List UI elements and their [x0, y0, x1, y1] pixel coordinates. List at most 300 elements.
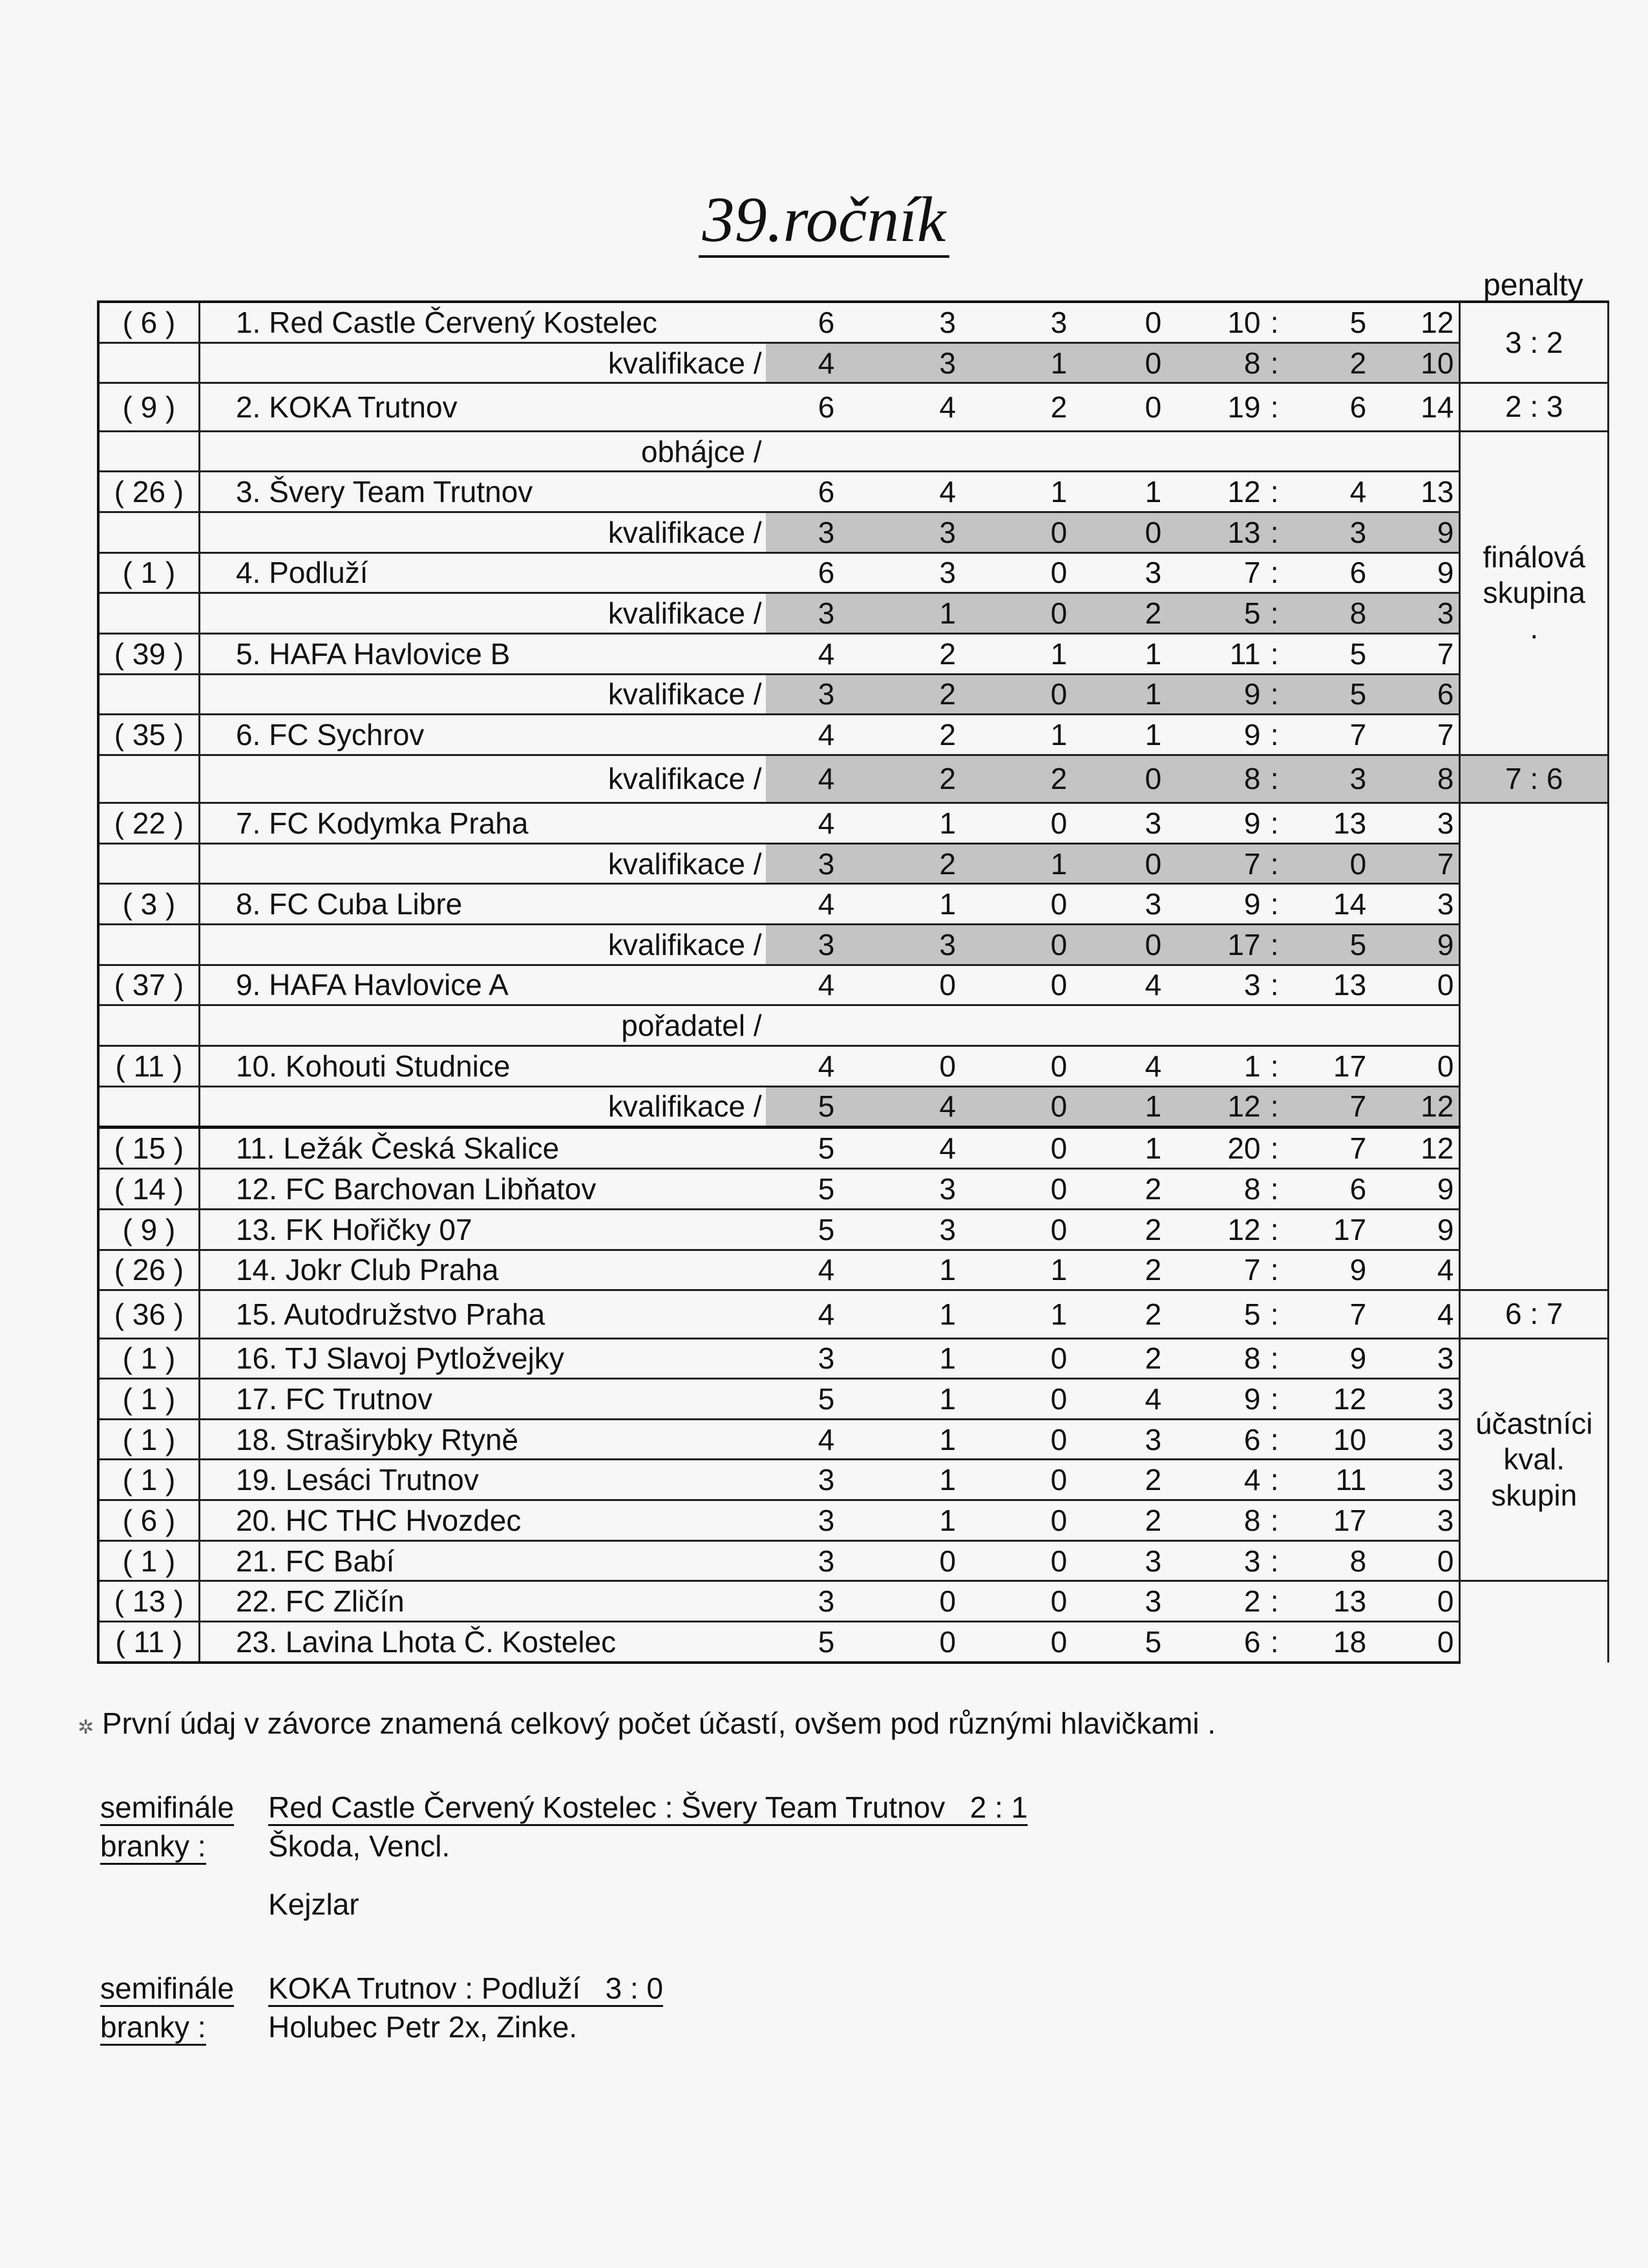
penalty-note-2 [1460, 383, 1609, 431]
goals-separator: : [1264, 1338, 1284, 1379]
draws: 0 [1008, 1621, 1109, 1663]
qualification-row [98, 1086, 1609, 1128]
wins: 4 [887, 472, 1008, 512]
matches: 3 [766, 593, 887, 634]
team-name: 21. FC Babí [199, 1540, 765, 1581]
table-row [98, 472, 1609, 512]
matches: 3 [766, 1460, 887, 1500]
wins: 1 [887, 803, 1008, 844]
draws: 0 [1008, 925, 1109, 965]
qualification-label: kvalifikace / [199, 674, 765, 715]
matches: 4 [766, 965, 887, 1005]
goals-separator: : [1264, 843, 1284, 884]
note-empty [1460, 803, 1609, 1290]
draws: 0 [1008, 1209, 1109, 1250]
prior-empty [98, 755, 199, 803]
goals-separator: : [1264, 342, 1284, 383]
prior-participations: ( 1 ) [98, 552, 199, 593]
draws: 2 [1008, 755, 1109, 803]
goals-for: 6 [1197, 1419, 1264, 1460]
goals-separator: : [1264, 552, 1284, 593]
points: 0 [1386, 1045, 1460, 1086]
goals-separator: : [1264, 1250, 1284, 1290]
empty-stats [766, 1005, 1460, 1046]
qual-groups-note-line: účastníci [1475, 1407, 1593, 1441]
team-name: 11. Ležák Česká Skalice [199, 1128, 765, 1169]
draws: 0 [1008, 552, 1109, 593]
goals-against: 11 [1285, 1460, 1386, 1500]
finals-group-note-line: skupina [1483, 576, 1585, 610]
goals-for: 2 [1197, 1581, 1264, 1622]
team-name: 2. KOKA Trutnov [199, 383, 765, 431]
goals-for: 9 [1197, 803, 1264, 844]
points: 7 [1386, 633, 1460, 674]
points: 4 [1386, 1250, 1460, 1290]
team-name: 12. FC Barchovan Libňatov [199, 1169, 765, 1210]
team-name: 7. FC Kodymka Praha [199, 803, 765, 844]
wins: 1 [887, 1290, 1008, 1338]
empty-stats [766, 431, 1460, 472]
qualification-row [98, 342, 1609, 383]
prior-participations: ( 6 ) [98, 1500, 199, 1541]
losses: 2 [1110, 1500, 1198, 1541]
prior-participations: ( 15 ) [98, 1128, 199, 1169]
matches: 4 [766, 1250, 887, 1290]
prior-participations: ( 9 ) [98, 1209, 199, 1250]
goals-separator: : [1264, 925, 1284, 965]
prior-participations: ( 14 ) [98, 1169, 199, 1210]
goals-against: 7 [1285, 1290, 1386, 1338]
goals-for: 4 [1197, 1460, 1264, 1500]
table-row [98, 1419, 1609, 1460]
goals-against: 3 [1285, 755, 1386, 803]
prior-participations: ( 37 ) [98, 965, 199, 1005]
qualification-label: kvalifikace / [199, 512, 765, 553]
team-name: 9. HAFA Havlovice A [199, 965, 765, 1005]
points: 3 [1386, 1379, 1460, 1420]
goals-for: 8 [1197, 755, 1264, 803]
matches: 3 [766, 1540, 887, 1581]
goals-against: 13 [1285, 803, 1386, 844]
table-row [98, 1581, 1609, 1622]
goals-separator: : [1264, 1290, 1284, 1338]
wins: 1 [887, 1338, 1008, 1379]
team-name: 5. HAFA Havlovice B [199, 633, 765, 674]
matches: 4 [766, 715, 887, 755]
note-empty-end [1460, 1581, 1609, 1663]
matches: 3 [766, 1338, 887, 1379]
goals-against: 17 [1285, 1209, 1386, 1250]
draws: 0 [1008, 1419, 1109, 1460]
standings-table [97, 300, 1609, 1664]
points: 7 [1386, 715, 1460, 755]
goals-separator: : [1264, 674, 1284, 715]
draws: 0 [1008, 1540, 1109, 1581]
team-name: 14. Jokr Club Praha [199, 1250, 765, 1290]
prior-participations: ( 3 ) [98, 884, 199, 925]
matches: 5 [766, 1621, 887, 1663]
wins: 4 [887, 1086, 1008, 1128]
goals-for: 5 [1197, 1290, 1264, 1338]
matches: 6 [766, 472, 887, 512]
semifinal-1-match: Red Castle Červený Kostelec : Švery Team Trutnov 2 : 1 [268, 1790, 1028, 1825]
points: 12 [1386, 1086, 1460, 1128]
losses: 0 [1110, 755, 1198, 803]
matches: 6 [766, 302, 887, 342]
table-row [98, 1250, 1609, 1290]
wins: 3 [887, 342, 1008, 383]
goals-separator: : [1264, 633, 1284, 674]
team-name: 20. HC THC Hvozdec [199, 1500, 765, 1541]
wins: 1 [887, 884, 1008, 925]
prior-participations: ( 22 ) [98, 803, 199, 844]
goals-against: 6 [1285, 383, 1386, 431]
prior-empty [98, 843, 199, 884]
penalty-note-3 [1460, 755, 1609, 803]
bullet-icon: ✲ [78, 1717, 94, 1738]
draws: 0 [1008, 593, 1109, 634]
losses: 4 [1110, 965, 1198, 1005]
losses: 3 [1110, 884, 1198, 925]
qualification-row [98, 755, 1609, 803]
goals-for: 11 [1197, 633, 1264, 674]
wins: 1 [887, 1500, 1008, 1541]
prior-participations: ( 9 ) [98, 383, 199, 431]
goals-for: 17 [1197, 925, 1264, 965]
team-name: 3. Švery Team Trutnov [199, 472, 765, 512]
table-row [98, 1128, 1609, 1169]
matches: 5 [766, 1169, 887, 1210]
goals-for: 7 [1197, 843, 1264, 884]
prior-participations: ( 1 ) [98, 1460, 199, 1500]
points: 13 [1386, 472, 1460, 512]
losses: 2 [1110, 1290, 1198, 1338]
goals-separator: : [1264, 383, 1284, 431]
goals-against: 5 [1285, 925, 1386, 965]
team-name: 18. Straširybky Rtyně [199, 1419, 765, 1460]
goals-against: 8 [1285, 593, 1386, 634]
table-row [98, 1045, 1609, 1086]
team-name: 6. FC Sychrov [199, 715, 765, 755]
goals-for: 7 [1197, 552, 1264, 593]
losses: 1 [1110, 633, 1198, 674]
goals-for: 6 [1197, 1621, 1264, 1663]
goals-against: 13 [1285, 965, 1386, 1005]
table-row [98, 965, 1609, 1005]
wins: 3 [887, 512, 1008, 553]
prior-empty [98, 1086, 199, 1128]
goals-separator: : [1264, 1169, 1284, 1210]
goals-separator: : [1264, 1460, 1284, 1500]
prior-empty [98, 512, 199, 553]
points: 3 [1386, 593, 1460, 634]
points: 0 [1386, 965, 1460, 1005]
matches: 5 [766, 1379, 887, 1420]
qualification-row [98, 843, 1609, 884]
goals-separator: : [1264, 715, 1284, 755]
semifinal-2-match: KOKA Trutnov : Podluží 3 : 0 [268, 1971, 663, 2006]
goals-against: 13 [1285, 1581, 1386, 1622]
matches: 4 [766, 1045, 887, 1086]
prior-empty [98, 342, 199, 383]
goals-for: 12 [1197, 1086, 1264, 1128]
wins: 2 [887, 715, 1008, 755]
team-name: 8. FC Cuba Libre [199, 884, 765, 925]
prior-empty [98, 925, 199, 965]
matches: 4 [766, 803, 887, 844]
table-row [98, 1290, 1609, 1338]
goals-for: 9 [1197, 884, 1264, 925]
goals-against: 5 [1285, 302, 1386, 342]
wins: 2 [887, 843, 1008, 884]
draws: 1 [1008, 1290, 1109, 1338]
matches: 6 [766, 383, 887, 431]
table-row [98, 552, 1609, 593]
losses: 2 [1110, 1169, 1198, 1210]
losses: 4 [1110, 1379, 1198, 1420]
goals-separator: : [1264, 803, 1284, 844]
losses: 0 [1110, 383, 1198, 431]
draws: 3 [1008, 302, 1109, 342]
goals-for: 8 [1197, 342, 1264, 383]
prior-participations: ( 6 ) [98, 302, 199, 342]
points: 0 [1386, 1581, 1460, 1622]
goals-against: 10 [1285, 1419, 1386, 1460]
table-row [98, 1209, 1609, 1250]
goals-for: 8 [1197, 1169, 1264, 1210]
points: 7 [1386, 843, 1460, 884]
team-name: 15. Autodružstvo Praha [199, 1290, 765, 1338]
team-name: 17. FC Trutnov [199, 1379, 765, 1420]
wins: 3 [887, 925, 1008, 965]
semifinal-1-scorers-extra: Kejzlar [268, 1887, 359, 1921]
matches: 4 [766, 1419, 887, 1460]
penalty-note-2-line: 2 : 3 [1505, 390, 1563, 424]
draws: 1 [1008, 342, 1109, 383]
table-row [98, 884, 1609, 925]
goals-against: 6 [1285, 552, 1386, 593]
matches: 3 [766, 1581, 887, 1622]
wins: 0 [887, 1621, 1008, 1663]
prior-participations: ( 1 ) [98, 1540, 199, 1581]
goals-against: 8 [1285, 1540, 1386, 1581]
table-row [98, 1379, 1609, 1420]
points: 0 [1386, 1621, 1460, 1663]
prior-empty [98, 674, 199, 715]
goals-against: 4 [1285, 472, 1386, 512]
goals-against: 7 [1285, 1128, 1386, 1169]
goals-separator: : [1264, 965, 1284, 1005]
losses: 2 [1110, 1209, 1198, 1250]
semifinal-1-scorers-label: branky : [100, 1829, 206, 1864]
goals-against: 7 [1285, 1086, 1386, 1128]
page-title: 39.ročník [0, 181, 1648, 258]
draws: 0 [1008, 1500, 1109, 1541]
matches: 3 [766, 925, 887, 965]
draws: 0 [1008, 1169, 1109, 1210]
team-name: 13. FK Hořičky 07 [199, 1209, 765, 1250]
goals-against: 0 [1285, 843, 1386, 884]
qualification-row [98, 925, 1609, 965]
team-name: 23. Lavina Lhota Č. Kostelec [199, 1621, 765, 1663]
matches: 3 [766, 843, 887, 884]
draws: 0 [1008, 884, 1109, 925]
goals-separator: : [1264, 1581, 1284, 1622]
losses: 3 [1110, 1540, 1198, 1581]
goals-against: 7 [1285, 715, 1386, 755]
losses: 3 [1110, 1581, 1198, 1622]
wins: 3 [887, 552, 1008, 593]
draws: 0 [1008, 1379, 1109, 1420]
wins: 3 [887, 1209, 1008, 1250]
goals-against: 17 [1285, 1500, 1386, 1541]
points: 3 [1386, 803, 1460, 844]
matches: 5 [766, 1209, 887, 1250]
table-row [98, 633, 1609, 674]
losses: 2 [1110, 1338, 1198, 1379]
goals-for: 20 [1197, 1128, 1264, 1169]
goals-against: 6 [1285, 1169, 1386, 1210]
points: 4 [1386, 1290, 1460, 1338]
table-row [98, 1460, 1609, 1500]
draws: 2 [1008, 383, 1109, 431]
goals-separator: : [1264, 1128, 1284, 1169]
footnote-text: První údaj v závorce znamená celkový počet účastí, ovšem pod různými hlavičkami . [101, 1706, 1216, 1740]
goals-separator: : [1264, 1209, 1284, 1250]
penalty-note-4 [1460, 1290, 1609, 1338]
finals-group-note [1460, 431, 1609, 755]
goals-separator: : [1264, 1621, 1284, 1663]
losses: 0 [1110, 302, 1198, 342]
row-label: pořadatel / [199, 1005, 765, 1046]
label-row [98, 1005, 1609, 1046]
qualification-row [98, 674, 1609, 715]
prior-participations: ( 26 ) [98, 472, 199, 512]
draws: 1 [1008, 715, 1109, 755]
points: 3 [1386, 1338, 1460, 1379]
qualification-label: kvalifikace / [199, 593, 765, 634]
points: 9 [1386, 552, 1460, 593]
losses: 0 [1110, 925, 1198, 965]
qualification-row [98, 593, 1609, 634]
goals-against: 5 [1285, 674, 1386, 715]
draws: 0 [1008, 965, 1109, 1005]
wins: 1 [887, 593, 1008, 634]
wins: 0 [887, 1540, 1008, 1581]
table-row [98, 302, 1609, 342]
team-name: 22. FC Zličín [199, 1581, 765, 1622]
points: 12 [1386, 1128, 1460, 1169]
penalty-note-1-line: 3 : 2 [1505, 325, 1563, 359]
goals-against: 14 [1285, 884, 1386, 925]
goals-separator: : [1264, 1419, 1284, 1460]
prior-empty [98, 431, 199, 472]
goals-for: 13 [1197, 512, 1264, 553]
wins: 1 [887, 1379, 1008, 1420]
losses: 1 [1110, 674, 1198, 715]
draws: 0 [1008, 1338, 1109, 1379]
semifinal-1-scorers: Škoda, Vencl. [268, 1829, 450, 1863]
draws: 0 [1008, 1581, 1109, 1622]
draws: 1 [1008, 633, 1109, 674]
points: 9 [1386, 1209, 1460, 1250]
losses: 0 [1110, 342, 1198, 383]
matches: 6 [766, 552, 887, 593]
draws: 0 [1008, 512, 1109, 553]
points: 9 [1386, 512, 1460, 553]
team-name: 19. Lesáci Trutnov [199, 1460, 765, 1500]
matches: 3 [766, 1500, 887, 1541]
goals-against: 9 [1285, 1250, 1386, 1290]
row-label: obhájce / [199, 431, 765, 472]
table-row [98, 1169, 1609, 1210]
losses: 1 [1110, 1086, 1198, 1128]
goals-separator: : [1264, 1500, 1284, 1541]
points: 12 [1386, 302, 1460, 342]
qualification-label: kvalifikace / [199, 1086, 765, 1128]
prior-participations: ( 1 ) [98, 1419, 199, 1460]
goals-for: 1 [1197, 1045, 1264, 1086]
matches: 4 [766, 1290, 887, 1338]
semifinal-2-label: semifinále [100, 1971, 234, 2006]
prior-participations: ( 26 ) [98, 1250, 199, 1290]
goals-for: 10 [1197, 302, 1264, 342]
wins: 0 [887, 1045, 1008, 1086]
penalty-column-header: penalty [1483, 268, 1583, 302]
penalty-note-4-line: 6 : 7 [1505, 1297, 1563, 1331]
table-row [98, 715, 1609, 755]
goals-separator: : [1264, 755, 1284, 803]
qual-groups-note-line: skupin [1491, 1478, 1578, 1512]
goals-for: 5 [1197, 593, 1264, 634]
wins: 0 [887, 965, 1008, 1005]
losses: 2 [1110, 1460, 1198, 1500]
losses: 2 [1110, 1250, 1198, 1290]
losses: 1 [1110, 472, 1198, 512]
draws: 0 [1008, 1128, 1109, 1169]
team-name: 10. Kohouti Studnice [199, 1045, 765, 1086]
draws: 1 [1008, 1250, 1109, 1290]
losses: 3 [1110, 1419, 1198, 1460]
wins: 3 [887, 302, 1008, 342]
goals-against: 2 [1285, 342, 1386, 383]
prior-participations: ( 39 ) [98, 633, 199, 674]
semifinal-2-scorers-label: branky : [100, 2010, 206, 2044]
prior-participations: ( 13 ) [98, 1581, 199, 1622]
wins: 2 [887, 674, 1008, 715]
goals-for: 9 [1197, 1379, 1264, 1420]
prior-participations: ( 36 ) [98, 1290, 199, 1338]
wins: 2 [887, 633, 1008, 674]
goals-separator: : [1264, 1086, 1284, 1128]
matches: 4 [766, 342, 887, 383]
semifinal-1-label: semifinále [100, 1790, 234, 1825]
points: 3 [1386, 884, 1460, 925]
goals-against: 17 [1285, 1045, 1386, 1086]
prior-empty [98, 593, 199, 634]
wins: 1 [887, 1460, 1008, 1500]
penalty-note-1 [1460, 302, 1609, 383]
draws: 0 [1008, 1045, 1109, 1086]
table-row [98, 1500, 1609, 1541]
semifinal-2-scorers: Holubec Petr 2x, Zinke. [268, 2010, 578, 2044]
prior-empty [98, 1005, 199, 1046]
goals-for: 7 [1197, 1250, 1264, 1290]
finals-group-note-line: . [1530, 611, 1539, 646]
points: 8 [1386, 755, 1460, 803]
points: 0 [1386, 1540, 1460, 1581]
matches: 4 [766, 755, 887, 803]
